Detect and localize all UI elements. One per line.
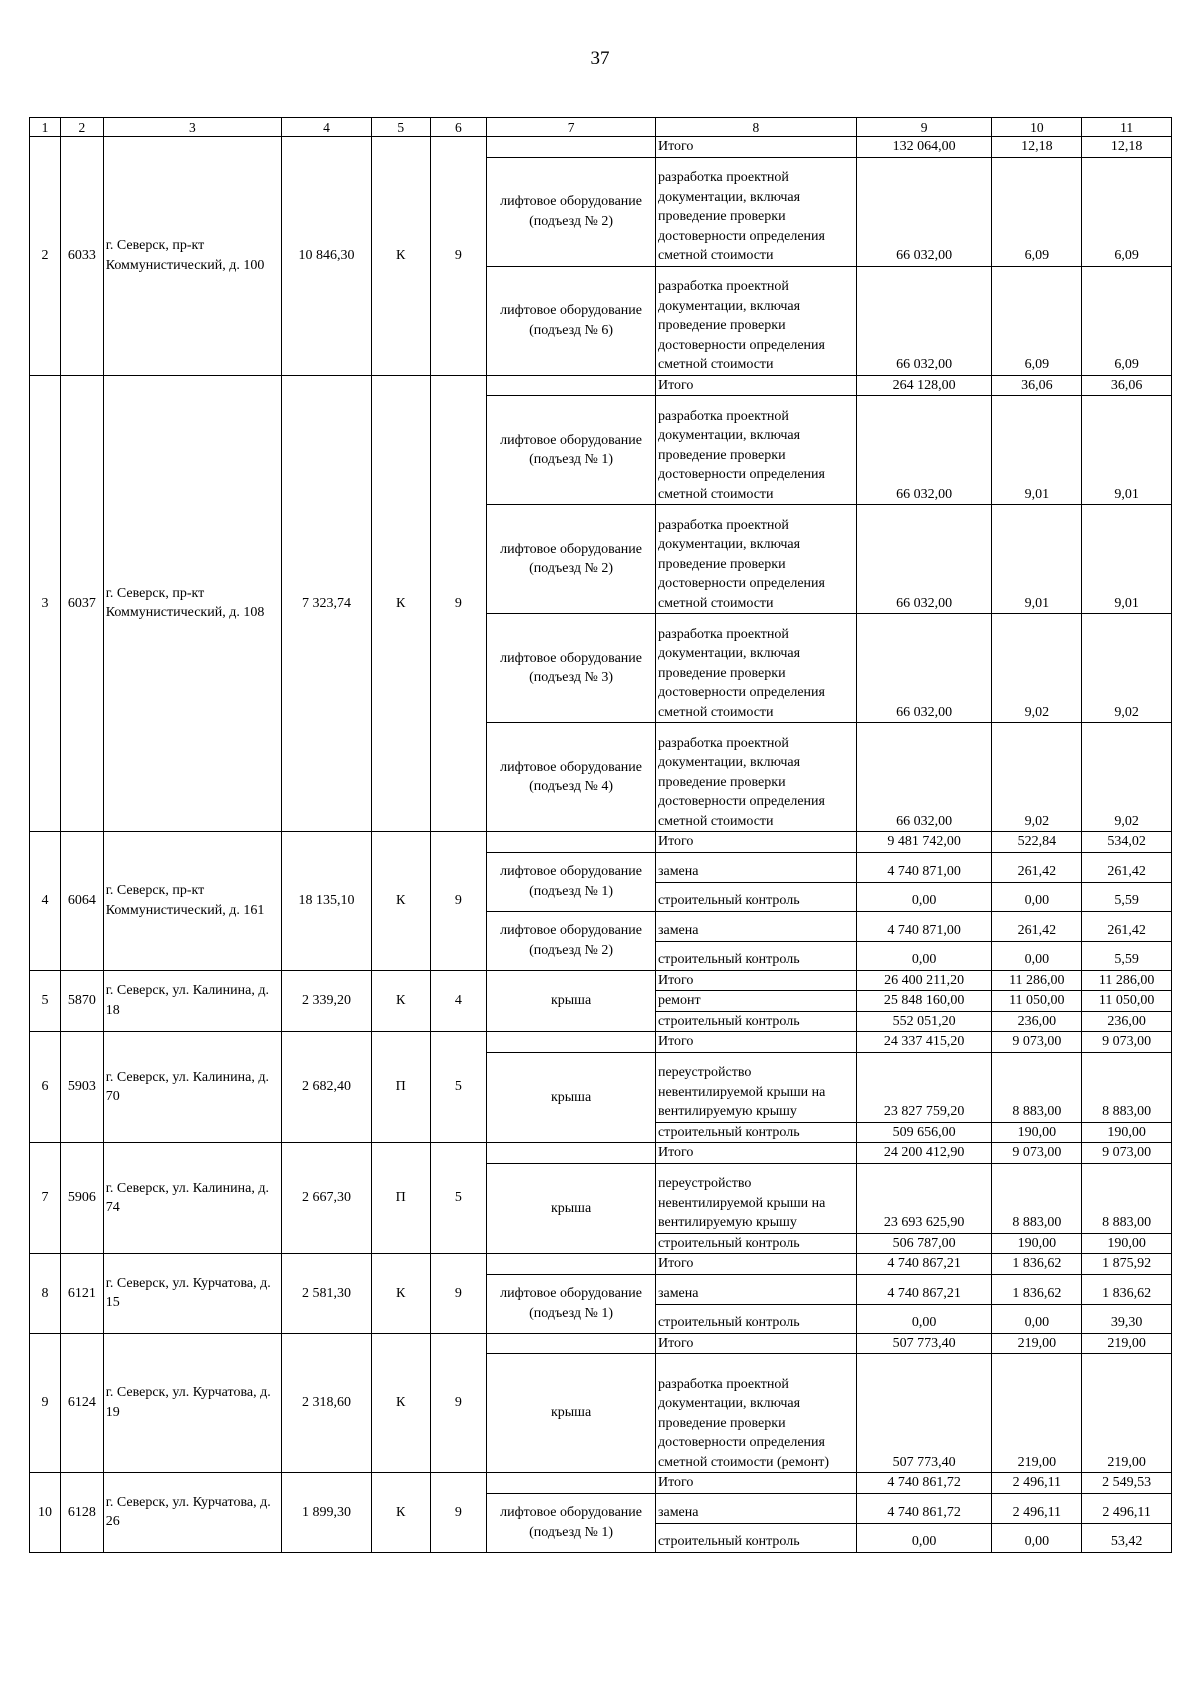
- max-cost: 9,01: [1082, 505, 1172, 614]
- max-cost: 53,42: [1082, 1523, 1172, 1552]
- work-type: строительный контроль: [655, 1233, 856, 1254]
- cost-value: 4 740 861,72: [856, 1493, 992, 1523]
- house-area: 1 899,30: [282, 1473, 372, 1553]
- specific-cost: 1 836,62: [992, 1254, 1082, 1275]
- floor-count: 9: [430, 832, 487, 971]
- house-address: г. Северск, ул. Калинина, д. 74: [103, 1143, 281, 1254]
- house-code: 6037: [60, 375, 103, 832]
- specific-cost: 0,00: [992, 1304, 1082, 1333]
- specific-cost: 0,00: [992, 941, 1082, 970]
- house-address: г. Северск, ул. Курчатова, д. 26: [103, 1473, 281, 1553]
- table-row: [30, 832, 1172, 853]
- header-cell: 7: [487, 118, 656, 137]
- max-cost: 6,09: [1082, 266, 1172, 375]
- work-type: переустройство невентилируемой крыши на вентилируемую крышу: [655, 1163, 856, 1233]
- house-code: 6033: [60, 137, 103, 376]
- row-number: 2: [30, 137, 61, 376]
- header-cell: 4: [282, 118, 372, 137]
- table-row: [30, 137, 1172, 158]
- work-type: разработка проектной документации, включая проведение проверки достоверности определения сметной стоимости (ремонт): [655, 1354, 856, 1473]
- header-cell: 8: [655, 118, 856, 137]
- element-cell: [487, 1032, 656, 1053]
- specific-cost: 2 496,11: [992, 1473, 1082, 1494]
- cost-value: 552 051,20: [856, 1011, 992, 1032]
- specific-cost: 261,42: [992, 911, 1082, 941]
- work-type: Итого: [655, 832, 856, 853]
- element-cell: крыша: [487, 970, 656, 1032]
- element-cell: лифтовое оборудование (подъезд № 1): [487, 396, 656, 505]
- repair-schedule-table: [29, 117, 1172, 1553]
- house-code: 6124: [60, 1333, 103, 1473]
- cost-value: 132 064,00: [856, 137, 992, 158]
- house-area: 2 339,20: [282, 970, 372, 1032]
- floor-count: 9: [430, 375, 487, 832]
- work-type: разработка проектной документации, включая проведение проверки достоверности определения сметной стоимости: [655, 505, 856, 614]
- row-number: 10: [30, 1473, 61, 1553]
- max-cost: 12,18: [1082, 137, 1172, 158]
- house-area: 2 682,40: [282, 1032, 372, 1143]
- page-number: 37: [590, 48, 610, 69]
- work-type: Итого: [655, 1333, 856, 1354]
- floor-count: 9: [430, 1333, 487, 1473]
- element-cell: лифтовое оборудование (подъезд № 2): [487, 911, 656, 970]
- header-cell: 6: [430, 118, 487, 137]
- work-type: строительный контроль: [655, 1122, 856, 1143]
- max-cost: 5,59: [1082, 941, 1172, 970]
- specific-cost: 12,18: [992, 137, 1082, 158]
- wall-material: К: [371, 1254, 430, 1334]
- specific-cost: 11 050,00: [992, 991, 1082, 1012]
- cost-value: 0,00: [856, 1304, 992, 1333]
- cost-value: 4 740 871,00: [856, 911, 992, 941]
- house-code: 6128: [60, 1473, 103, 1553]
- work-type: Итого: [655, 1473, 856, 1494]
- work-type: разработка проектной документации, включая проведение проверки достоверности определения сметной стоимости: [655, 266, 856, 375]
- work-type: Итого: [655, 970, 856, 991]
- cost-value: 509 656,00: [856, 1122, 992, 1143]
- max-cost: 11 050,00: [1082, 991, 1172, 1012]
- wall-material: К: [371, 832, 430, 971]
- element-cell: лифтовое оборудование (подъезд № 2): [487, 505, 656, 614]
- cost-value: 507 773,40: [856, 1354, 992, 1473]
- max-cost: 11 286,00: [1082, 970, 1172, 991]
- row-number: 9: [30, 1333, 61, 1473]
- house-area: 2 581,30: [282, 1254, 372, 1334]
- element-cell: лифтовое оборудование (подъезд № 3): [487, 614, 656, 723]
- specific-cost: 9,02: [992, 723, 1082, 832]
- element-cell: лифтовое оборудование (подъезд № 2): [487, 157, 656, 266]
- work-type: Итого: [655, 1032, 856, 1053]
- house-area: 2 667,30: [282, 1143, 372, 1254]
- house-code: 6121: [60, 1254, 103, 1334]
- cost-value: 23 827 759,20: [856, 1052, 992, 1122]
- work-type: замена: [655, 911, 856, 941]
- house-code: 5903: [60, 1032, 103, 1143]
- max-cost: 219,00: [1082, 1354, 1172, 1473]
- row-number: 6: [30, 1032, 61, 1143]
- cost-value: 66 032,00: [856, 266, 992, 375]
- header-cell: 5: [371, 118, 430, 137]
- table-row: [30, 1333, 1172, 1354]
- house-area: 2 318,60: [282, 1333, 372, 1473]
- cost-value: 4 740 867,21: [856, 1254, 992, 1275]
- house-address: г. Северск, пр-кт Коммунистический, д. 161: [103, 832, 281, 971]
- work-type: строительный контроль: [655, 941, 856, 970]
- max-cost: 6,09: [1082, 157, 1172, 266]
- wall-material: К: [371, 375, 430, 832]
- cost-value: 24 337 415,20: [856, 1032, 992, 1053]
- element-cell: лифтовое оборудование (подъезд № 6): [487, 266, 656, 375]
- max-cost: 190,00: [1082, 1122, 1172, 1143]
- max-cost: 8 883,00: [1082, 1052, 1172, 1122]
- table-row: [30, 1032, 1172, 1053]
- work-type: разработка проектной документации, включая проведение проверки достоверности определения сметной стоимости: [655, 157, 856, 266]
- work-type: разработка проектной документации, включая проведение проверки достоверности определения сметной стоимости: [655, 614, 856, 723]
- specific-cost: 190,00: [992, 1122, 1082, 1143]
- work-type: строительный контроль: [655, 1304, 856, 1333]
- specific-cost: 0,00: [992, 882, 1082, 911]
- specific-cost: 8 883,00: [992, 1052, 1082, 1122]
- element-cell: [487, 1473, 656, 1494]
- max-cost: 36,06: [1082, 375, 1172, 396]
- cost-value: 25 848 160,00: [856, 991, 992, 1012]
- max-cost: 9 073,00: [1082, 1032, 1172, 1053]
- cost-value: 66 032,00: [856, 723, 992, 832]
- row-number: 4: [30, 832, 61, 971]
- max-cost: 236,00: [1082, 1011, 1172, 1032]
- max-cost: 5,59: [1082, 882, 1172, 911]
- work-type: разработка проектной документации, включая проведение проверки достоверности определения сметной стоимости: [655, 723, 856, 832]
- row-number: 5: [30, 970, 61, 1032]
- specific-cost: 6,09: [992, 266, 1082, 375]
- work-type: замена: [655, 1274, 856, 1304]
- element-cell: [487, 137, 656, 158]
- work-type: строительный контроль: [655, 882, 856, 911]
- work-type: Итого: [655, 375, 856, 396]
- max-cost: 39,30: [1082, 1304, 1172, 1333]
- cost-value: 4 740 871,00: [856, 852, 992, 882]
- cost-value: 4 740 861,72: [856, 1473, 992, 1494]
- element-cell: лифтовое оборудование (подъезд № 4): [487, 723, 656, 832]
- max-cost: 1 836,62: [1082, 1274, 1172, 1304]
- element-cell: лифтовое оборудование (подъезд № 1): [487, 852, 656, 911]
- house-code: 5870: [60, 970, 103, 1032]
- house-address: г. Северск, пр-кт Коммунистический, д. 108: [103, 375, 281, 832]
- specific-cost: 8 883,00: [992, 1163, 1082, 1233]
- max-cost: 219,00: [1082, 1333, 1172, 1354]
- max-cost: 2 496,11: [1082, 1493, 1172, 1523]
- cost-value: 506 787,00: [856, 1233, 992, 1254]
- floor-count: 9: [430, 137, 487, 376]
- work-type: замена: [655, 852, 856, 882]
- table-row: [30, 1254, 1172, 1275]
- floor-count: 4: [430, 970, 487, 1032]
- row-number: 3: [30, 375, 61, 832]
- cost-value: 0,00: [856, 1523, 992, 1552]
- specific-cost: 190,00: [992, 1233, 1082, 1254]
- max-cost: 9,02: [1082, 614, 1172, 723]
- element-cell: крыша: [487, 1163, 656, 1254]
- element-cell: [487, 1143, 656, 1164]
- table-row: [30, 1143, 1172, 1164]
- cost-value: 264 128,00: [856, 375, 992, 396]
- specific-cost: 0,00: [992, 1523, 1082, 1552]
- specific-cost: 6,09: [992, 157, 1082, 266]
- max-cost: 261,42: [1082, 911, 1172, 941]
- cost-value: 66 032,00: [856, 157, 992, 266]
- max-cost: 9,01: [1082, 396, 1172, 505]
- max-cost: 9,02: [1082, 723, 1172, 832]
- row-number: 7: [30, 1143, 61, 1254]
- work-type: замена: [655, 1493, 856, 1523]
- wall-material: П: [371, 1032, 430, 1143]
- specific-cost: 1 836,62: [992, 1274, 1082, 1304]
- cost-value: 507 773,40: [856, 1333, 992, 1354]
- header-cell: 1: [30, 118, 61, 137]
- work-type: строительный контроль: [655, 1523, 856, 1552]
- specific-cost: 219,00: [992, 1354, 1082, 1473]
- specific-cost: 9 073,00: [992, 1032, 1082, 1053]
- cost-value: 9 481 742,00: [856, 832, 992, 853]
- floor-count: 5: [430, 1143, 487, 1254]
- cost-value: 66 032,00: [856, 396, 992, 505]
- element-cell: крыша: [487, 1354, 656, 1473]
- house-address: г. Северск, ул. Курчатова, д. 19: [103, 1333, 281, 1473]
- cost-value: 26 400 211,20: [856, 970, 992, 991]
- work-type: ремонт: [655, 991, 856, 1012]
- element-cell: [487, 1254, 656, 1275]
- work-type: Итого: [655, 137, 856, 158]
- element-cell: [487, 832, 656, 853]
- work-type: Итого: [655, 1143, 856, 1164]
- cost-value: 66 032,00: [856, 614, 992, 723]
- wall-material: К: [371, 1333, 430, 1473]
- specific-cost: 522,84: [992, 832, 1082, 853]
- max-cost: 8 883,00: [1082, 1163, 1172, 1233]
- max-cost: 261,42: [1082, 852, 1172, 882]
- floor-count: 5: [430, 1032, 487, 1143]
- wall-material: К: [371, 970, 430, 1032]
- cost-value: 4 740 867,21: [856, 1274, 992, 1304]
- house-address: г. Северск, ул. Калинина, д. 18: [103, 970, 281, 1032]
- work-type: переустройство невентилируемой крыши на вентилируемую крышу: [655, 1052, 856, 1122]
- element-cell: [487, 375, 656, 396]
- specific-cost: 9,01: [992, 505, 1082, 614]
- element-cell: лифтовое оборудование (подъезд № 1): [487, 1274, 656, 1333]
- max-cost: 1 875,92: [1082, 1254, 1172, 1275]
- house-address: г. Северск, ул. Калинина, д. 70: [103, 1032, 281, 1143]
- header-row: [30, 118, 1172, 137]
- house-address: г. Северск, ул. Курчатова, д. 15: [103, 1254, 281, 1334]
- specific-cost: 236,00: [992, 1011, 1082, 1032]
- header-cell: 2: [60, 118, 103, 137]
- header-cell: 3: [103, 118, 281, 137]
- floor-count: 9: [430, 1473, 487, 1553]
- header-cell: 10: [992, 118, 1082, 137]
- element-cell: [487, 1333, 656, 1354]
- element-cell: лифтовое оборудование (подъезд № 1): [487, 1493, 656, 1552]
- work-type: Итого: [655, 1254, 856, 1275]
- wall-material: К: [371, 1473, 430, 1553]
- cost-value: 23 693 625,90: [856, 1163, 992, 1233]
- max-cost: 2 549,53: [1082, 1473, 1172, 1494]
- wall-material: К: [371, 137, 430, 376]
- max-cost: 190,00: [1082, 1233, 1172, 1254]
- specific-cost: 219,00: [992, 1333, 1082, 1354]
- header-cell: 9: [856, 118, 992, 137]
- specific-cost: 2 496,11: [992, 1493, 1082, 1523]
- house-area: 7 323,74: [282, 375, 372, 832]
- specific-cost: 36,06: [992, 375, 1082, 396]
- cost-value: 24 200 412,90: [856, 1143, 992, 1164]
- table-row: [30, 375, 1172, 396]
- specific-cost: 261,42: [992, 852, 1082, 882]
- row-number: 8: [30, 1254, 61, 1334]
- work-type: строительный контроль: [655, 1011, 856, 1032]
- floor-count: 9: [430, 1254, 487, 1334]
- work-type: разработка проектной документации, включая проведение проверки достоверности определения сметной стоимости: [655, 396, 856, 505]
- wall-material: П: [371, 1143, 430, 1254]
- element-cell: крыша: [487, 1052, 656, 1143]
- specific-cost: 9,01: [992, 396, 1082, 505]
- house-area: 18 135,10: [282, 832, 372, 971]
- house-code: 5906: [60, 1143, 103, 1254]
- cost-value: 0,00: [856, 882, 992, 911]
- cost-value: 66 032,00: [856, 505, 992, 614]
- house-address: г. Северск, пр-кт Коммунистический, д. 100: [103, 137, 281, 376]
- specific-cost: 11 286,00: [992, 970, 1082, 991]
- cost-value: 0,00: [856, 941, 992, 970]
- header-cell: 11: [1082, 118, 1172, 137]
- specific-cost: 9,02: [992, 614, 1082, 723]
- house-area: 10 846,30: [282, 137, 372, 376]
- table-row: [30, 970, 1172, 991]
- house-code: 6064: [60, 832, 103, 971]
- max-cost: 534,02: [1082, 832, 1172, 853]
- table-row: [30, 1473, 1172, 1494]
- specific-cost: 9 073,00: [992, 1143, 1082, 1164]
- max-cost: 9 073,00: [1082, 1143, 1172, 1164]
